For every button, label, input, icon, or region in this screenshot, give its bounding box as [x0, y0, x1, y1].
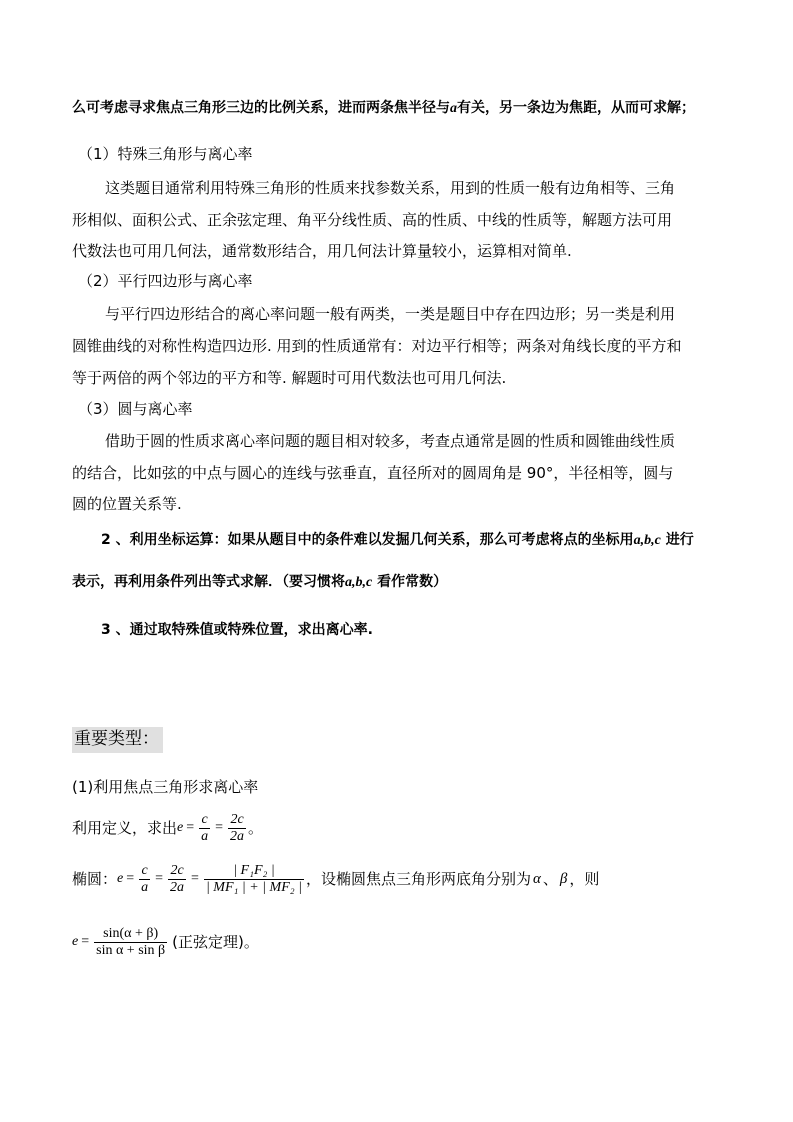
definition-end: 。: [248, 818, 264, 837]
section1-title: （1）特殊三角形与离心率: [78, 145, 253, 163]
fraction-c-over-a: [199, 812, 210, 845]
item2-text-1: 2 、利用坐标运算：如果从题目中的条件难以发掘几何关系，那么可考虑将点的坐标用: [101, 532, 634, 548]
var-e: e: [117, 871, 124, 886]
var-alpha: α: [532, 870, 541, 887]
section2-line-1: 与平行四边形结合的离心率问题一般有两类，一类是题目中存在四边形；另一类是利用: [105, 305, 676, 323]
sine-line: [72, 920, 259, 964]
section1-line-3: 代数法也可用几何法，通常数形结合，用几何法计算量较小，运算相对简单.: [72, 242, 572, 260]
section1-line-2: 形相似、面积公式、正余弦定理、角平分线性质、高的性质、中线的性质等，解题方法可用: [72, 211, 673, 229]
sine-law-label: (正弦定理)。: [172, 932, 259, 951]
section3-line-2: 的结合，比如弦的中点与圆心的连线与弦垂直，直径所对的圆周角是 90°，半径相等，圆与: [72, 464, 674, 482]
important-types-heading: 重要类型：: [72, 727, 163, 753]
equals-sign: =: [215, 820, 224, 835]
ellipse-line: [72, 857, 599, 901]
item3-line: 3 、通过取特殊值或特殊位置，求出离心率.: [101, 622, 373, 638]
numerator: | F₁F₂ |: [204, 863, 304, 880]
denominator: a: [201, 828, 209, 844]
ellipse-label: 椭圆：: [72, 869, 118, 888]
var-beta: β: [559, 870, 568, 887]
fraction-f1f2-over-mf-sum: [204, 863, 304, 896]
fraction-2c-over-2a: [168, 863, 186, 896]
item2-text-2: 进行: [660, 532, 694, 548]
numerator: sin(α + β): [94, 926, 167, 943]
equals-sign: =: [81, 934, 90, 949]
item2-text-4: 看作常数）: [372, 574, 448, 590]
definition-label: 利用定义，求出: [72, 818, 178, 837]
var-a: a: [450, 101, 457, 116]
separator: 、: [542, 869, 558, 888]
definition-line: [72, 808, 263, 848]
intro-text-2: 有关，另一条边为焦距，从而可求解；: [457, 100, 695, 116]
section2-title: （2）平行四边形与离心率: [78, 272, 253, 290]
section3-line-1: 借助于圆的性质求离心率问题的题目相对较多，考查点通常是圆的性质和圆锥曲线性质: [105, 432, 676, 450]
equals-sign: =: [126, 871, 135, 886]
section3-line-3: 圆的位置关系等.: [72, 495, 182, 513]
numerator: 2c: [168, 863, 186, 880]
section3-title: （3）圆与离心率: [78, 400, 193, 418]
intro-text-1: 么可考虑寻求焦点三角形三边的比例关系，进而两条焦半径与: [72, 100, 450, 116]
numerator: c: [139, 863, 150, 880]
var-e: e: [72, 934, 79, 949]
equals-sign: =: [186, 820, 195, 835]
equals-sign: =: [155, 871, 164, 886]
ellipse-description: ，设椭圆焦点三角形两底角分别为: [305, 869, 531, 888]
numerator: c: [199, 812, 210, 829]
denominator: a: [141, 879, 149, 895]
fraction-sine-ratio: [94, 926, 167, 959]
section2-line-2: 圆锥曲线的对称性构造四边形. 用到的性质通常有：对边平行相等；两条对角线长度的平方和: [72, 337, 682, 355]
vars-abc-2: a,b,c: [345, 575, 373, 590]
vars-abc: a,b,c: [633, 533, 661, 548]
var-e: e: [177, 820, 184, 835]
denominator: sin α + sin β: [96, 942, 166, 958]
intro-line: [72, 101, 695, 116]
fraction-c-over-a: [139, 863, 150, 896]
then-text: ，则: [569, 869, 600, 888]
equals-sign: =: [191, 871, 199, 886]
denominator: 2a: [230, 828, 245, 844]
numerator: 2c: [228, 812, 246, 829]
subsection-1-title: (1)利用焦点三角形求离心率: [72, 778, 259, 796]
fraction-2c-over-2a: [228, 812, 246, 845]
item2-line-2: [72, 575, 447, 590]
denominator: 2a: [170, 879, 185, 895]
denominator: | MF₁ | + | MF₂ |: [205, 879, 302, 895]
section1-line-1: 这类题目通常利用特殊三角形的性质来找参数关系，用到的性质一般有边角相等、三角: [105, 179, 676, 197]
item2-line-1: [101, 533, 694, 548]
section2-line-3: 等于两倍的两个邻边的平方和等. 解题时可用代数法也可用几何法.: [72, 369, 507, 387]
item2-text-3: 表示，再利用条件列出等式求解．（要习惯将: [72, 574, 345, 590]
